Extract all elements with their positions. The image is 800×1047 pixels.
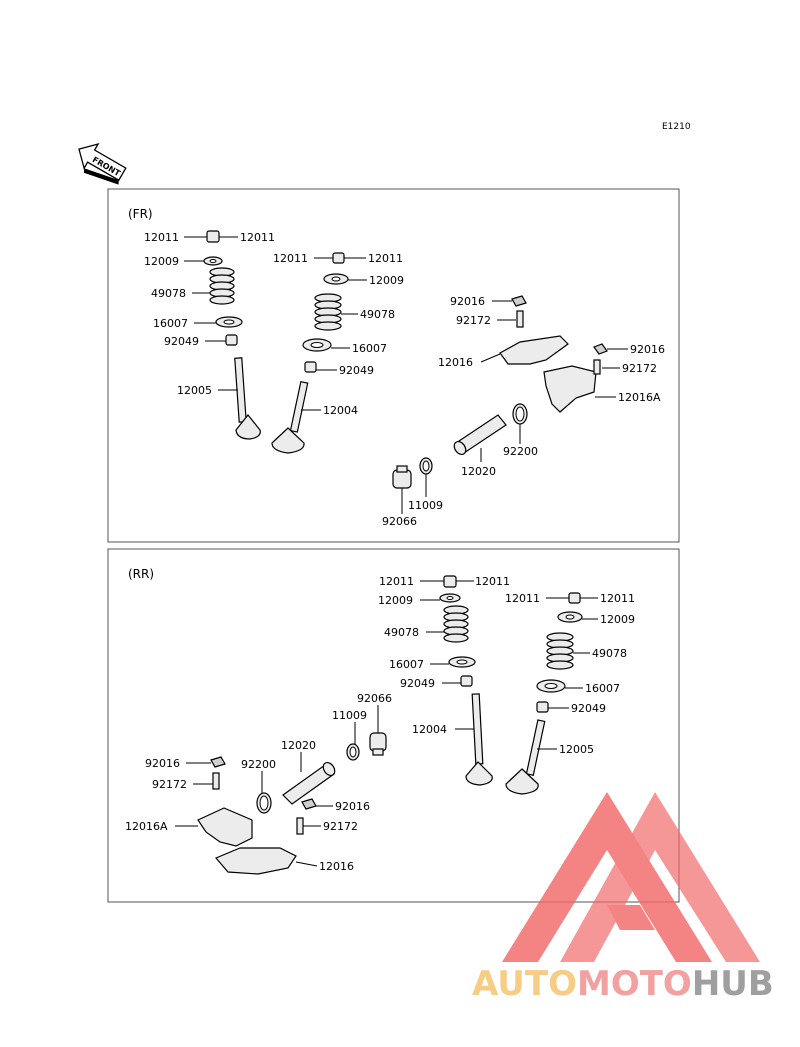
diagram-code: E1210 [662, 122, 691, 132]
part-label: 16007 [153, 317, 188, 330]
part-label: 12009 [369, 274, 404, 287]
automotohub-logo-icon [502, 792, 760, 962]
part-label: 92172 [323, 820, 358, 833]
part-label: 12016 [438, 356, 473, 369]
part-label: 12016A [125, 820, 168, 833]
part-label: 12009 [144, 255, 179, 268]
part-label: 16007 [585, 682, 620, 695]
part-label: 92172 [456, 314, 491, 327]
part-label: 12011 [144, 231, 179, 244]
fr-right-valve-assembly [272, 253, 348, 453]
rr-center-valve-assembly [440, 576, 492, 785]
part-label: 92016 [630, 343, 665, 356]
part-label: 49078 [592, 647, 627, 660]
watermark-text [472, 964, 774, 1004]
part-label: 11009 [332, 709, 367, 722]
part-label: 92049 [571, 702, 606, 715]
section-fr-title: (FR) [128, 207, 153, 221]
watermark-moto: MOTO [576, 964, 692, 1004]
part-label: 12011 [273, 252, 308, 265]
part-label: 92049 [164, 335, 199, 348]
part-label: 16007 [389, 658, 424, 671]
part-label: 12004 [412, 723, 447, 736]
part-label: 12011 [505, 592, 540, 605]
rr-right-valve-assembly [506, 593, 582, 794]
part-label: 92172 [622, 362, 657, 375]
part-label: 92066 [357, 692, 392, 705]
part-label: 12011 [600, 592, 635, 605]
part-label: 92066 [382, 515, 417, 528]
part-label: 92200 [241, 758, 276, 771]
part-label: 12011 [368, 252, 403, 265]
part-label: 92049 [339, 364, 374, 377]
part-label: 12016A [618, 391, 661, 404]
front-arrow-icon [70, 137, 131, 191]
rr-part-labels [125, 575, 635, 873]
part-label: 12020 [281, 739, 316, 752]
part-label: 12004 [323, 404, 358, 417]
part-label: 92200 [503, 445, 538, 458]
fr-left-valve-assembly [204, 231, 260, 439]
part-label: 49078 [151, 287, 186, 300]
part-label: 11009 [408, 499, 443, 512]
part-label: 12005 [559, 743, 594, 756]
section-fr [108, 189, 679, 542]
fr-rocker-assembly [393, 296, 607, 488]
part-label: 12009 [378, 594, 413, 607]
part-label: 12005 [177, 384, 212, 397]
part-label: 49078 [384, 626, 419, 639]
front-label: FRONT [90, 155, 122, 179]
part-label: 12011 [240, 231, 275, 244]
part-label: 92049 [400, 677, 435, 690]
watermark-hub: HUB [691, 964, 774, 1004]
part-label: 49078 [360, 308, 395, 321]
automotohub-watermark [472, 792, 774, 1004]
part-label: 92172 [152, 778, 187, 791]
part-label: 16007 [352, 342, 387, 355]
part-label: 12009 [600, 613, 635, 626]
part-label: 12020 [461, 465, 496, 478]
part-label: 92016 [335, 800, 370, 813]
section-fr-frame [108, 189, 679, 542]
part-label: 12011 [379, 575, 414, 588]
part-label: 92016 [450, 295, 485, 308]
part-label: 12016 [319, 860, 354, 873]
part-label: 92016 [145, 757, 180, 770]
part-label: 12011 [475, 575, 510, 588]
watermark-auto: AUTO [472, 964, 577, 1004]
section-rr-title: (RR) [128, 567, 155, 581]
